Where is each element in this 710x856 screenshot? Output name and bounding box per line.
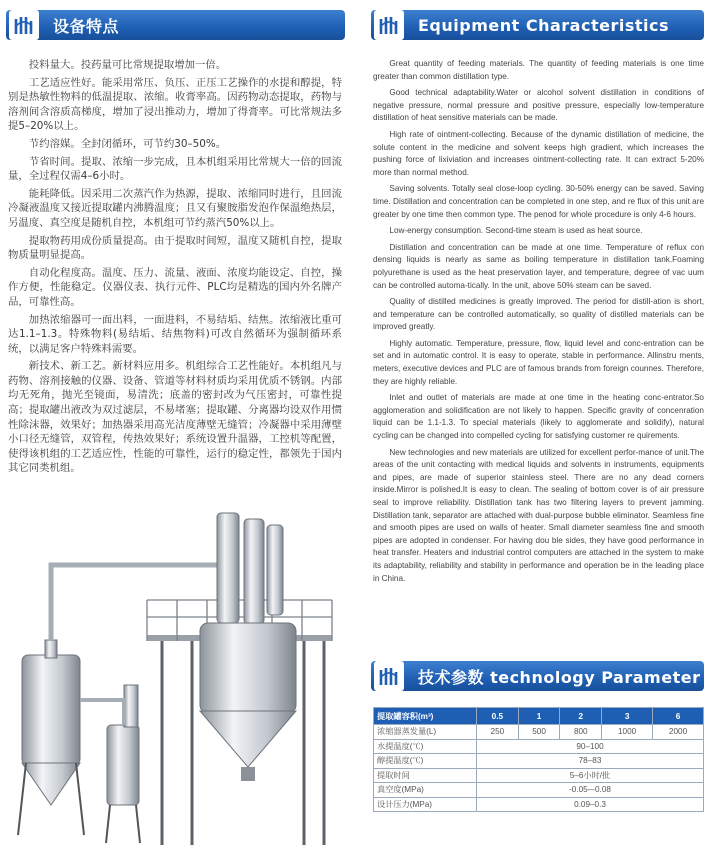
cn-paragraph: 节省时间。提取、浓缩一步完成，且本机组采用比常规大一倍的回流量，全过程仅需4–6小时。 xyxy=(8,155,342,183)
en-paragraph: New technologies and new materials are utilized for excellent perfor-mance of unit.The areas of the unit contacting with medical liquids and solvents in instruments, equipments and pipes, are made of superior stainless steel. There are no any dead corners inside.Mirror is polished.It is easy to clean. The sealing of bottom cover is of air pressure seal to improve reliability. Distillation tank has two filtering layers to prevent jamming. Distillation tank, separator are attached with dual-purpose bubble eliminator. Seamless fine and smooth pipes are used on walls of heater. Small diameter seamless fine and smooth pipes are adopted in condenser. For having dou ble sides, they have good performance in heat transfer. Heaters and industrial control computers are attached in the system to make its adaptability, reliability and stability in performance and operation be in the leading place in China. xyxy=(373,447,704,583)
table-header-cell: 3 xyxy=(602,708,653,725)
table-header-cell: 6 xyxy=(653,708,704,725)
en-paragraph: Quality of distilled medicines is greatly improved. The period for distill-ation is short, and temperature can be controlled automatically, so quality of distilled materials can be improved greatly. xyxy=(373,297,704,332)
parameter-table xyxy=(373,707,704,812)
en-paragraph: Saving solvents. Totally seal close-loop cycling. 30-50% energy can be saved. Saving time. Distillation and concentration can be completed in one step, and re flux of this unit are greater by one time then common type. The penod for whole procedure is only 4-6 hours. xyxy=(373,184,704,219)
table-cell: 2000 xyxy=(653,725,704,740)
table-cell: 78–83 xyxy=(477,754,704,769)
table-header-cell: 提取罐容积(m³) xyxy=(374,708,477,725)
cn-paragraph: 工艺适应性好。能采用常压、负压、正压工艺操作的水提和醇提，特别是热敏性物料的低温提取、浓缩。收膏率高。因药物动态提取，药物与溶剂间含溶质高梯度，增加了浸出推动力，增加了得膏率。可比常规法多提5–20%以上。 xyxy=(8,76,342,133)
company-logo-icon xyxy=(9,10,39,40)
table-cell: 90–100 xyxy=(477,739,704,754)
cn-paragraph: 提取物药用成份质量提高。由于提取时间短，温度又随机自控，提取物质量明显提高。 xyxy=(8,234,342,262)
cn-paragraph: 加热浓缩器可一面出料，一面进料，不易结垢、结焦。浓缩液比重可达1.1–1.3。特殊物料(易结垢、结焦物料)可改自然循环为强制循环系统，以满足客户特殊料需要。 xyxy=(8,313,342,355)
table-cell: 5–6小时/批 xyxy=(477,768,704,783)
table-cell: 500 xyxy=(518,725,560,740)
table-cell: 设计压力(MPa) xyxy=(374,797,477,812)
table-row xyxy=(374,754,704,769)
table-cell: 250 xyxy=(477,725,519,740)
en-paragraph: Highly automatic. Temperature, pressure, flow, liquid level and conc-entration can be set and in automatic control. It is easy to operate, stable in performance. Allinstru ments, meters, executive devices and PLC are of famous brands from foreign counnes. Therefore, they are highly reliable. xyxy=(373,338,704,386)
cn-paragraph: 节约溶媒。全封闭循环，可节约30–50%。 xyxy=(28,137,227,150)
cn-section-banner xyxy=(6,10,345,40)
table-row xyxy=(374,797,704,812)
table-row xyxy=(374,768,704,783)
en-paragraph: Distillation and concentration can be made at one time. Temperature of reflux con densing liquids is nearly as same as boiling temperature in distillation tank.Foaming polyurethane is used as the heat preservation layer, and temperature, degree of vac uum can be controlled automa-tically. In the unit, above 50% steam can be saved. xyxy=(373,242,704,290)
table-cell: 真空度(MPa) xyxy=(374,783,477,798)
section-title-cn: 设备特点 xyxy=(53,16,120,36)
table-cell: 800 xyxy=(560,725,602,740)
table-cell: 醇提温度(℃) xyxy=(374,754,477,769)
cn-paragraph: 投料量大。投药量可比常规提取增加一倍。 xyxy=(28,59,227,71)
table-header-row xyxy=(374,708,704,725)
cn-paragraph: 新技术、新工艺。新材料应用多。机组综合工艺性能好。本机组凡与药物、溶剂接触的仪器、设备、管道等材料材质均采用优质不锈钢。内部均无死角，抛光至镜面，易清洗；底盖的密封改为气压密封，可靠性提高；提取罐出液改为双过滤层，不易堵塞；提取罐、分离器均设双作用惯性除沫器，效果好；加热器采用高光洁度薄壁无缝管；冷凝器中采用薄壁小口径无缝管，双管程，传热效果好；系统设置升温器，工控机等配置，使得该机组的工艺适应性，性能的可靠性，运行的稳定性，都领先于国内其它同类机组。 xyxy=(8,360,342,475)
section-title-en: Equipment Characteristics xyxy=(418,15,669,35)
table-header-cell: 0.5 xyxy=(477,708,519,725)
table-cell: 1000 xyxy=(602,725,653,740)
en-section-banner xyxy=(371,10,704,40)
table-cell: 水提温度(℃) xyxy=(374,739,477,754)
en-paragraph: High rate of ointment-collecting. Because of the dynamic distillation of medicine, the solute content in the medicine and solvent keeps high gradient, which increases the pushing force of lixiviation and increases ointment-collecting rate. It can extract 5-20% more than normal method. xyxy=(373,129,704,177)
table-row xyxy=(374,783,704,798)
en-paragraph: Low-energy consumption. Second-time steam is used as heat source. xyxy=(389,226,643,236)
en-text-block xyxy=(373,58,704,589)
table-cell: -0.05–-0.08 xyxy=(477,783,704,798)
table-row xyxy=(374,725,704,740)
company-logo-icon xyxy=(374,661,404,691)
table-header-cell: 1 xyxy=(518,708,560,725)
table-cell: 0.09–0.3 xyxy=(477,797,704,812)
company-logo-icon xyxy=(374,10,404,40)
table-row xyxy=(374,739,704,754)
extraction-unit-illustration xyxy=(12,505,352,850)
cn-paragraph: 能耗降低。因采用二次蒸汽作为热源，提取、浓缩同时进行，且回流冷凝液温度又接近提取罐内沸腾温度；且又有聚胺脂发泡作保温绝热层，另温度、真空度是随机自控，本机组可节约蒸汽50%以上。 xyxy=(8,187,342,229)
cn-paragraph: 自动化程度高。温度、压力、流量、液面、浓度均能设定、自控，操作方便，性能稳定。仪器仪表、执行元件、PLC均是精选的国内外名牌产品，可靠性高。 xyxy=(8,266,342,308)
table-cell: 提取时间 xyxy=(374,768,477,783)
table-header-cell: 2 xyxy=(560,708,602,725)
cn-text-block xyxy=(8,58,342,479)
en-paragraph: Good technical adaptability.Water or alcohol solvent distillation in conditions of negative pressure, normal pressure and positive pressure, especially low-temperature distillation of heat sensitive materials can be made. xyxy=(373,88,704,123)
en-paragraph: Inlet and outlet of materials are made at one time in the heating conc-entrator.So agglomeration and solidification are not likely to happen. Specific gravity of concenration liquid can be 1.1-1.3. To special materials (likely to agglomerate and solidify), natural cycling can be changed into compelled cycling for satisfying customer re quirements. xyxy=(373,393,704,441)
table-cell: 浓缩器蒸发量(L) xyxy=(374,725,477,740)
en-paragraph: Great quantity of feeding materials. The quantity of feeding materials is one time greater than common distillation type. xyxy=(373,59,704,81)
param-section-banner xyxy=(371,661,704,691)
section-title-params: 技术参数 technology Parameter xyxy=(418,667,701,687)
